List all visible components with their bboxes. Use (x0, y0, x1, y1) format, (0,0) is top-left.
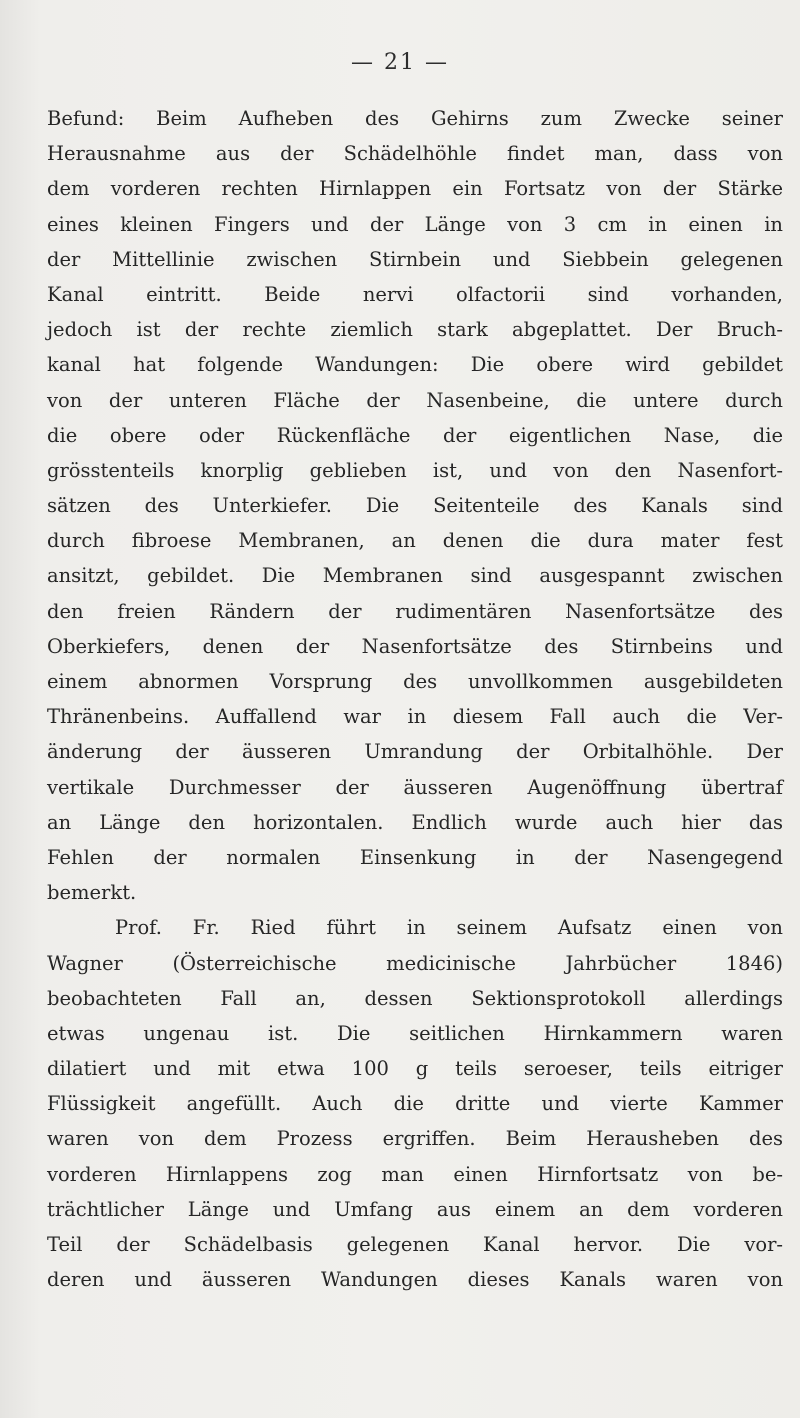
text-line: Teil der Schädelbasis gelegenen Kanal hervor. Die vor- (47, 1233, 783, 1256)
text-line: einem abnormen Vorsprung des unvollkommen ausgebildeten (47, 670, 783, 693)
text-line: sätzen des Unterkiefer. Die Seitenteile des Kanals sind (47, 494, 783, 518)
text-line: Thränenbeins. Auffallend war in diesem Fall auch die Ver- (47, 705, 783, 729)
text-line: vorderen Hirnlappens zog man einen Hirnfortsatz von be- (47, 1162, 783, 1186)
text-line: trächtlicher Länge und Umfang aus einem an dem vorderen (47, 1197, 783, 1221)
text-line: ansitzt, gebildet. Die Membranen sind ausgespannt zwischen (47, 564, 783, 588)
text-line: grösstenteils knorplig geblieben ist, und von den Nasenfort- (47, 458, 783, 482)
text-line: dem vorderen rechten Hirnlappen ein Fortsatz von der Stärke (47, 177, 783, 201)
text-line: änderung der äusseren Umrandung der Orbitalhöhle. Der (47, 740, 783, 764)
text-line: dilatiert und mit etwa 100 g teils seroeser, teils eitriger (47, 1057, 783, 1081)
text-line: Fehlen der normalen Einsenkung in der Nasengegend (47, 845, 783, 869)
text-line: an Länge den horizontalen. Endlich wurde auch hier das (47, 810, 783, 834)
text-line: Befund: Beim Aufheben des Gehirns zum Zwecke seiner (47, 107, 783, 130)
text-line: Prof. Fr. Ried führt in seinem Aufsatz einen von (115, 916, 783, 940)
text-line: Kanal eintritt. Beide nervi olfactorii sind vorhanden, (47, 282, 783, 306)
body-text (47, 101, 783, 1297)
text-line: den freien Rändern der rudimentären Nasenfortsätze des (47, 599, 783, 623)
text-line: etwas ungenau ist. Die seitlichen Hirnkammern waren (47, 1021, 783, 1045)
text-line: deren und äusseren Wandungen dieses Kanals waren von (47, 1268, 783, 1292)
text-line: der Mittellinie zwischen Stirnbein und Siebbein gelegenen (47, 247, 783, 271)
paragraph-ried (47, 910, 783, 1297)
text-line: eines kleinen Fingers und der Länge von 3 cm in einen in (47, 212, 783, 236)
text-line: Oberkiefers, denen der Nasenfortsätze des Stirnbeins und (47, 634, 783, 658)
text-line: jedoch ist der rechte ziemlich stark abgeplattet. Der Bruch- (47, 318, 783, 342)
text-line: Wagner (Österreichische medicinische Jahrbücher 1846) (47, 951, 783, 975)
text-line: Flüssigkeit angefüllt. Auch die dritte und vierte Kammer (47, 1092, 783, 1116)
text-line: kanal hat folgende Wandungen: Die obere wird gebildet (47, 353, 783, 377)
text-line: von der unteren Fläche der Nasenbeine, die untere durch (47, 388, 783, 412)
text-line: Herausnahme aus der Schädelhöhle findet man, dass von (47, 142, 783, 166)
text-line: durch fibroese Membranen, an denen die dura mater fest (47, 529, 783, 553)
text-line: waren von dem Prozess ergriffen. Beim Herausheben des (47, 1127, 783, 1151)
page-number: — 21 — (351, 50, 449, 75)
text-line: bemerkt. (47, 881, 137, 905)
text-line: vertikale Durchmesser der äusseren Augenöffnung übertraf (47, 775, 783, 799)
text-line: die obere oder Rückenfläche der eigentlichen Nase, die (47, 423, 783, 447)
paragraph-befund (47, 101, 783, 910)
text-line: beobachteten Fall an, dessen Sektionsprotokoll allerdings (47, 986, 783, 1010)
